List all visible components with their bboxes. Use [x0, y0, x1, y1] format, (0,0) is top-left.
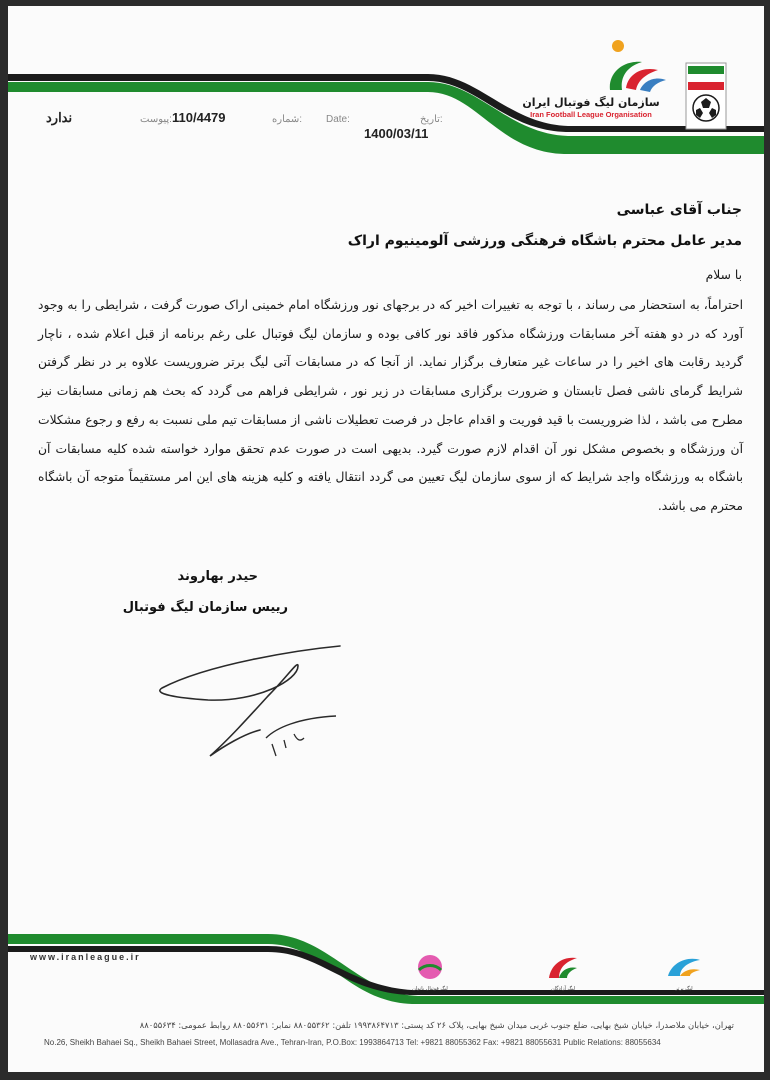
- letter-body: [38, 291, 743, 561]
- recipient-title: مدیر عامل محترم باشگاه فرهنگی ورزشی آلومینیوم اراک: [347, 233, 742, 249]
- signature-icon: [148, 636, 358, 766]
- number-label: شماره:: [272, 114, 303, 125]
- org-name-fa: سازمان لیگ فوتبال ایران: [522, 96, 660, 109]
- league-logo-icon: [664, 952, 704, 982]
- league-logo-icon: [600, 38, 680, 100]
- federation-emblem-icon: [685, 62, 727, 130]
- logo-label: لیگ فوتبال بانوان: [412, 986, 448, 992]
- number-value: 110/4479: [172, 110, 226, 125]
- date-label-en: Date:: [326, 114, 350, 125]
- letter-page: [8, 6, 764, 1072]
- footer-logo-2: [538, 952, 588, 992]
- attachment-label: پیوست:: [140, 114, 172, 125]
- date-label-fa: تاریخ:: [420, 114, 443, 125]
- org-name: [506, 96, 676, 119]
- logo-label: لیگ برتر: [675, 986, 693, 992]
- address-fa: تهران، خیابان ملاصدرا، خیابان شیخ بهایی، ضلع جنوب غربی میدان شیخ بهایی، پلاک ۲۶ کد پستی: ۱۹۹۳۸۶۴۷۱۳ تلفن: ۸۸۰۵۵۳۶۲ نمابر: ۸۸۰۵۵۶۳۱ روابط عمومی: ۸۸۰۵۵۶۳۴: [139, 1020, 734, 1030]
- footer-logo-3: [656, 952, 712, 992]
- address-en: No.26, Sheikh Bahaei Sq., Sheikh Bahaei Street, Mollasadra Ave., Tehran-Iran, P.O.Box: 1993864713 Tel: +9821 88055362 Fax: +9821 88055631 Public Relations: 88055634: [44, 1038, 661, 1047]
- recipient: جناب آقای عباسی: [616, 202, 742, 218]
- footer-logo-1: [408, 952, 452, 992]
- attachment-value: ندارد: [46, 110, 73, 125]
- logo-label: لیگ آزادگان: [550, 986, 576, 992]
- signer-name: حیدر بهاروند: [177, 569, 258, 584]
- greeting: با سلام: [705, 268, 742, 282]
- signer-title: رییس سازمان لیگ فوتبال: [122, 600, 288, 615]
- body-paragraph: احتراماً، به استحضار می رساند ، با توجه به تغییرات اخیر که در برجهای نور ورزشگاه امام خمینی اراک صورت گرفت ، شرایطی را به وجود آورد که در دو هفته آخر مسابقات ورزشگاه مذکور فاقد نور کافی بوده و سازمان لیگ فوتبال علی رغم برنامه از قبل اعلام شده ، ناچار گردید رقابت های اخیر را در ساعات غیر متعارف برگزار نماید. از آنجا که در مسابقات آتی لیگ برتر ضروریست علاوه بر در نظر گرفتن شرایط گرمای ناشی فصل تابستان و ضرورت برگزاری مسابقات در زیر نور ، شرایطی فراهم می گردد که بحث هم زمانی مسابقات نیز مطرح می باشد ، لذا ضروریست با قید فوریت و اقدام عاجل در فرصت تعطیلات ناشی از مسابقات تیم ملی نسبت به رفع و رجوع مشکلات آن ورزشگاه و بخصوص مشکل نور آن اقدام لازم صورت گیرد. بدیهی است در صورت عدم تحقق موارد خواسته شده کلیه مسابقات آن باشگاه به ورزشگاه واجد شرایط که از سوی سازمان لیگ تعیین می گردد انتقال یافته و کلیه هزینه های این امر مستقیماً متوجه آن باشگاه محترم می باشد.: [38, 298, 743, 513]
- league-logo-icon: [545, 952, 581, 982]
- org-name-en: Iran Football League Organisation: [530, 110, 652, 119]
- footer-band: [8, 926, 764, 1006]
- website-link[interactable]: www.iranleague.ir: [30, 952, 141, 962]
- league-logo-icon: [415, 952, 445, 982]
- date-value: 1400/03/11: [364, 126, 429, 141]
- letter-meta: [12, 110, 443, 146]
